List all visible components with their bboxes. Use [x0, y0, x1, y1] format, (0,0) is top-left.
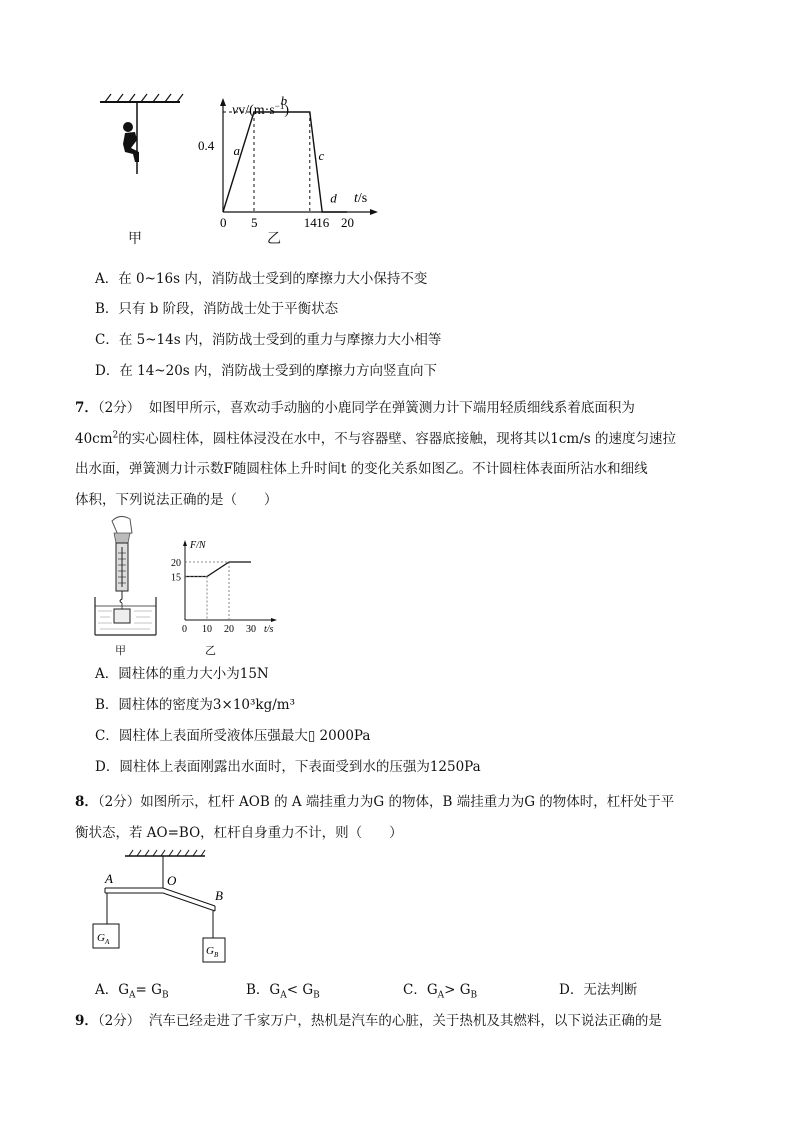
q7-line4: 体积，下列说法正确的是（ ） — [75, 492, 278, 508]
q7-option-a: A．圆柱体的重力大小为15N — [95, 666, 269, 682]
q8-number: 8． — [75, 794, 98, 810]
q8-line1: 8．（2分）如图所示，杠杆 AOB 的 A 端挂重力为G 的物体，B 端挂重力为G 的物体时，杠杆处于平 — [75, 794, 675, 810]
q7-figure-jia — [90, 513, 160, 638]
q8-label-o: O — [167, 873, 177, 888]
q6-x-tick-16: 16 — [316, 215, 330, 227]
q7-x-tick-0: 0 — [182, 624, 187, 635]
lever-illustration — [85, 848, 235, 968]
q7-x-axis-arrow — [271, 618, 277, 622]
q9-line1: 9．（2分） 汽车已经走进了千家万户，热机是汽车的心脏，关于热机及其燃料，以下说法正确的是 — [75, 1013, 662, 1029]
q6-y-axis-arrow — [220, 98, 226, 106]
q8-lever-figure — [85, 848, 235, 968]
spring-scale-beaker-illustration — [90, 513, 160, 638]
q7-y-tick-15: 15 — [171, 572, 181, 584]
q6-velocity-graph — [192, 92, 392, 227]
q6-segment-label-d: d — [330, 190, 337, 206]
q7-x-tick-20: 20 — [224, 624, 234, 635]
q7-y-tick-20: 20 — [171, 558, 181, 569]
q8-option-b: B．$G_A< G_B$ — [246, 982, 320, 1001]
q7-line1: 7．（2分） 如图甲所示，喜欢动手动脑的小鹿同学在弹簧测力计下端用轻质细线系着底面积为 — [75, 400, 635, 416]
q7-option-d: D．圆柱体上表面刚露出水面时，下表面受到水的压强为1250Pa — [95, 759, 481, 775]
q6-x-tick-0: 0 — [220, 215, 227, 227]
q6-figure-jia — [95, 92, 185, 232]
q6-option-d: D．在 14~20s 内，消防战士受到的摩擦力方向竖直向下 — [95, 363, 438, 379]
q7-x-tick-10: 10 — [202, 624, 212, 635]
q6-x-tick-14: 14 — [303, 215, 317, 227]
q7-x-tick-30: 30 — [246, 624, 256, 635]
q7-option-c: C．圆柱体上表面所受液体压强最大▯ 2000Pa — [95, 728, 371, 744]
q7-score: （2分） — [97, 400, 141, 416]
q8-option-d: D．无法判断 — [559, 982, 638, 998]
q7-force-graph — [170, 535, 285, 635]
q7-fig-jia-caption: 甲 — [115, 644, 126, 657]
q6-x-axis-label: t/s — [354, 191, 368, 206]
q7-y-axis-label: F/N — [190, 540, 206, 551]
q8-label-a: A — [105, 871, 113, 886]
q7-ft-line — [185, 562, 251, 577]
q6-vt-line — [223, 112, 347, 212]
q6-option-a: A．在 0~16s 内，消防战士受到的摩擦力大小保持不变 — [95, 271, 428, 287]
q6-x-tick-20: 20 — [341, 215, 354, 227]
q7-x-axis-label: t/s — [264, 624, 274, 635]
q8-line2: 衡状态，若 AO=BO，杠杆自身重力不计，则（ ） — [75, 825, 403, 841]
svg-text:GB: $G_B$ — [206, 945, 219, 959]
q8-option-c: C．$G_A> G_B$ — [403, 982, 478, 1001]
q7-number: 7． — [75, 400, 98, 416]
q6-segment-label-a: a — [233, 143, 241, 158]
q7-line3: 出水面，弹簧测力计示数F随圆柱体上升时间t 的变化关系如图乙。不计圆柱体表面所沾水和细线 — [75, 461, 648, 477]
q6-y-axis-label: $vv/(m\cdot s^{-1})$ — [232, 101, 290, 118]
climber-illustration — [95, 92, 185, 232]
q6-segment-label-c: c — [318, 148, 325, 163]
q6-fig-jia-caption: 甲 — [128, 231, 142, 247]
q6-x-tick-5: 5 — [251, 215, 258, 227]
q8-score: （2分） — [97, 794, 141, 810]
q6-vt-chart — [192, 92, 392, 227]
q9-score: （2分） — [97, 1013, 141, 1029]
q6-x-axis-arrow — [370, 209, 378, 215]
q7-option-b: B．圆柱体的密度为3×10³kg/m³ — [95, 697, 295, 713]
q7-line2: $40cm^2$的实心圆柱体，圆柱体浸没在水中，不与容器壁、容器底接触，现将其以1cm/s 的速度匀速拉 — [75, 430, 676, 447]
q7-y-axis-arrow — [183, 540, 187, 546]
q6-segment-label-b: b — [280, 93, 288, 108]
q6-option-c: C．在 5~14s 内，消防战士受到的重力与摩擦力大小相等 — [95, 332, 442, 348]
q8-option-a: A．$G_A= G_B$ — [95, 982, 169, 1001]
q7-ft-chart — [170, 535, 285, 635]
svg-text:GA: $G_A$ — [97, 932, 110, 946]
q9-number: 9． — [75, 1013, 98, 1029]
q8-label-b: B — [215, 888, 223, 903]
q6-fig-yi-caption: 乙 — [267, 231, 281, 247]
q6-option-b: B．只有 b 阶段，消防战士处于平衡状态 — [95, 301, 339, 317]
q7-fig-yi-caption: 乙 — [205, 644, 216, 657]
q6-y-tick: 0.4 — [198, 138, 215, 153]
